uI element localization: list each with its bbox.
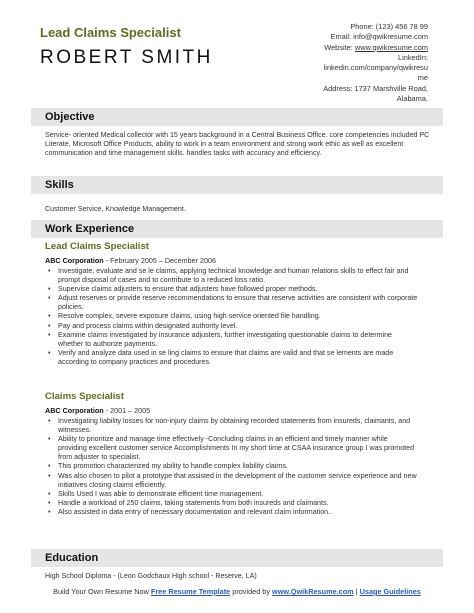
experience-title: Work Experience [45,223,135,235]
list-item: • Verify and analyze data used in se ling claims to ensure that claims are valid and that se lements are made according to company practices and procedures. [48,349,418,367]
usage-guidelines-link[interactable]: Usage Guidelines [359,587,421,596]
free-template-link[interactable]: Free Resume Template [150,587,231,596]
list-item: • Examine claims investigated by insurance adjusters, further investigating questionable claims to determine whether to authorize payments. [48,331,418,349]
list-item: • Pay and process claims within designated authority level. [48,322,418,331]
job-2-role: Claims Specialist [45,391,124,402]
website-link[interactable]: www.qwikresume.com [354,42,428,52]
candidate-name: ROBERT SMITH [40,47,213,68]
contact-block [258,22,428,104]
contact-linkedin-url-2: me [417,73,428,83]
job-1-company: ABC Corporation [45,256,104,265]
footer-middle: provided by [230,587,273,596]
list-item: • Was also chosen to pilot a prototype that assisted in the development of the customer service experience and new initiatives closing claims efficiently. [48,472,418,490]
job-2-company: ABC Corporation [45,406,104,415]
qwikresume-link[interactable]: www.QwikResume.com [272,587,354,596]
list-item: • This promotion characterized my ability to handle complex liability claims. [48,462,418,471]
contact-linkedin-url-1: linkedin.com/company/qwikresu [323,63,428,73]
list-item: • Investigate, evaluate and se le claims, applying technical knowledge and human relations skills to effect fair and prompt disposal of cases and to contribute to a reduced loss ratio. [48,267,418,285]
list-item: • Skills Used I was able to demonstrate efficient time management. [48,490,418,499]
list-item: • Also assisted in data entry of necessary documentation and relevant claim information.. [48,508,418,517]
list-item: • Ability to prioritize and manage time effectively -Concluding claims in an efficient and timely manner while providing excellent customer service Accomplishments In my short time at CSAA insurance group I was promoted from adjuster to specialist. [48,435,418,462]
footer-separator: | [353,587,360,596]
website-label: Website: [324,42,355,52]
skills-header-bar [31,176,443,194]
contact-address-1: Address: 1737 Marshville Road, [323,83,428,93]
contact-email: Email: info@qwikresume.com [330,32,428,42]
job-1-role: Lead Claims Specialist [45,241,149,252]
job-1-company-line [45,256,216,265]
list-item: • Investigating liability losses for non-injury claims by obtaining recorded statements from insureds, claimants, and witnesses. [48,417,418,435]
objective-title: Objective [45,111,95,123]
education-text: High School Diploma - (Leon Godchaux High school - Reserve, LA) [45,572,257,580]
skills-text: Customer Service, Knowledge Management. [45,205,186,213]
list-item: • Adjust reserves or provide reserve recommendations to ensure that reserve activities are consistent with corporate policies. [48,294,418,312]
job-2-company-line [45,406,150,415]
contact-address-2: Alabama. [396,94,428,104]
job-1-dates: - February 2005 – December 2006 [103,256,216,265]
job-2-dates: - 2001 – 2005 [103,406,151,415]
footer [0,587,474,597]
job-1-bullets [48,267,418,367]
footer-prefix: Build Your Own Resume Now [53,587,149,596]
header-job-title: Lead Claims Specialist [40,25,181,40]
contact-phone: Phone: (123) 456 78 99 [350,22,428,31]
contact-linkedin-label: LinkedIn: [398,52,428,62]
job-2-bullets [48,417,418,517]
contact-website [258,43,428,53]
list-item: • Resolve complex, severe exposure claims, using high service oriented file handling. [48,312,418,321]
skills-title: Skills [45,179,74,191]
list-item: • Supervise claims adjusters to ensure that adjusters have followed proper methods. [48,285,418,294]
objective-text: Service- oriented Medical collector with 15 years background in a Central Business Office. core competencies included PC Literate, Microsoft Office Products, ability to work in a team environment and strong work ethic as well as excellent communication and time management skills. handles tasks with accuracy and efficiency. [45,131,430,158]
education-title: Education [45,552,99,564]
list-item: • Handle a workload of 250 claims, taking statements from both insureds and claimants. [48,499,418,508]
